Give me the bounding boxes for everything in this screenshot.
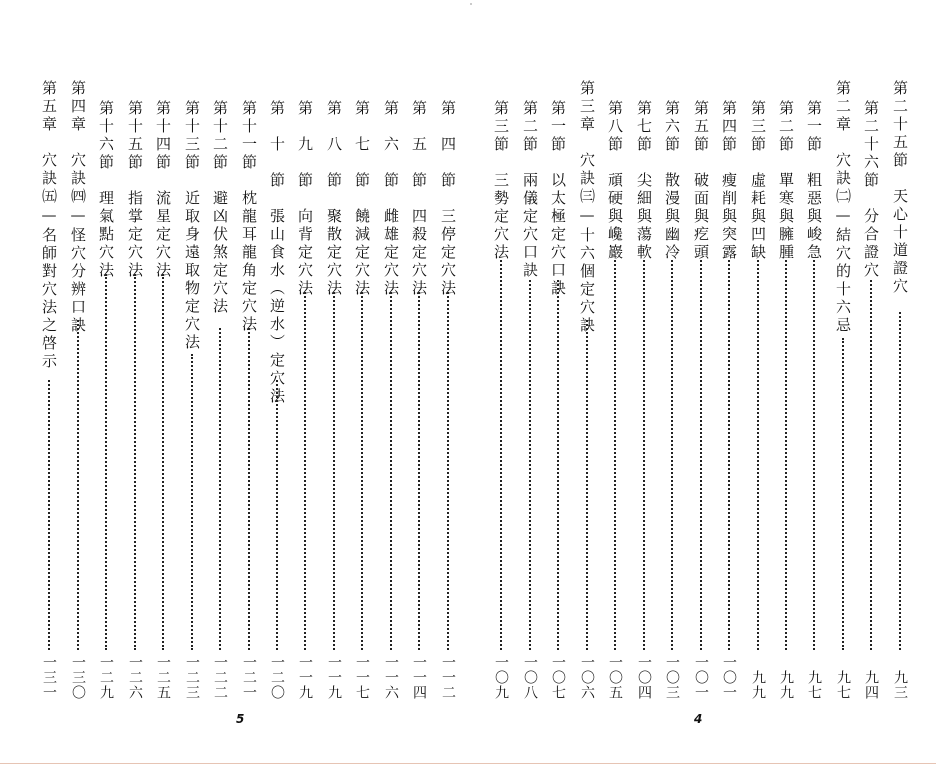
dot-leader bbox=[643, 260, 645, 650]
toc-entry-title: 第一節 以太極定穴口訣 bbox=[549, 100, 567, 298]
toc-entry-title: 第一節 粗惡與峻急 bbox=[805, 100, 823, 262]
toc-entry-title: 第三章 穴訣㈢—十六個定穴訣 bbox=[578, 80, 596, 335]
toc-page-number: 九七 bbox=[806, 670, 822, 700]
toc-entry-title: 第 九 節 向背定穴法 bbox=[296, 100, 314, 298]
toc-page-number: 一三〇 bbox=[70, 655, 86, 700]
toc-entry-title: 第三節 三勢定穴法 bbox=[492, 100, 510, 262]
toc-entry bbox=[437, 80, 459, 700]
dot-leader bbox=[586, 320, 588, 650]
toc-entry bbox=[490, 80, 512, 700]
dot-leader bbox=[785, 260, 787, 650]
dot-leader bbox=[333, 292, 335, 650]
toc-chapter-entry bbox=[576, 80, 598, 700]
dot-leader bbox=[304, 292, 306, 650]
toc-page-number: 一一六 bbox=[383, 655, 399, 700]
dot-leader bbox=[77, 320, 79, 650]
dot-leader bbox=[162, 274, 164, 650]
dot-leader bbox=[48, 380, 50, 650]
toc-entry-title: 第六節 散漫與幽冷 bbox=[663, 100, 681, 262]
dot-leader bbox=[219, 328, 221, 650]
dot-leader bbox=[614, 260, 616, 650]
toc-page-number: 一一九 bbox=[297, 655, 313, 700]
toc-entry-title: 第十六節 理氣點穴法 bbox=[97, 100, 115, 280]
toc-entry bbox=[266, 80, 288, 700]
toc-entry-title: 第二十六節 分合證穴 bbox=[862, 100, 880, 280]
toc-page-number: 一二二 bbox=[212, 655, 228, 700]
toc-page-number: 一三一 bbox=[41, 655, 57, 700]
toc-entry-title: 第二節 兩儀定穴口訣 bbox=[521, 100, 539, 280]
dot-leader bbox=[671, 260, 673, 650]
dot-leader bbox=[105, 274, 107, 650]
toc-entry bbox=[519, 80, 541, 700]
left-page-folio: 5 bbox=[236, 712, 245, 726]
toc-entry-title: 第三節 虛耗與凹缺 bbox=[749, 100, 767, 262]
toc-entry bbox=[633, 80, 655, 700]
toc-page-number: 一二九 bbox=[98, 655, 114, 700]
toc-entry bbox=[323, 80, 345, 700]
toc-entry bbox=[380, 80, 402, 700]
toc-entry-title: 第五章 穴訣㈤—名師對穴法之啓示 bbox=[40, 80, 58, 371]
toc-chapter-entry bbox=[38, 80, 60, 700]
toc-entry-title: 第二節 單寒與臃腫 bbox=[777, 100, 795, 262]
toc-page-number: 一〇七 bbox=[550, 655, 566, 700]
toc-entry bbox=[860, 80, 882, 700]
toc-entry bbox=[181, 80, 203, 700]
dot-leader bbox=[134, 274, 136, 650]
toc-entry bbox=[209, 80, 231, 700]
toc-entry bbox=[803, 80, 825, 700]
toc-entry bbox=[238, 80, 260, 700]
toc-entry bbox=[747, 80, 769, 700]
toc-entry bbox=[690, 80, 712, 700]
toc-page-number: 一一九 bbox=[326, 655, 342, 700]
toc-page-number: 一〇八 bbox=[522, 655, 538, 700]
toc-entry-title: 第十三節 近取身遠取物定穴法 bbox=[183, 100, 201, 352]
toc-entry bbox=[95, 80, 117, 700]
toc-page-number: 九七 bbox=[835, 670, 851, 700]
toc-page-number: 一一四 bbox=[411, 655, 427, 700]
toc-entry-title: 第十一節 枕龍耳龍角定穴法 bbox=[240, 100, 258, 334]
toc-page-number: 一二三 bbox=[184, 655, 200, 700]
page-edge-line bbox=[0, 763, 936, 764]
dot-leader bbox=[870, 280, 872, 650]
toc-chapter-entry bbox=[832, 80, 854, 700]
toc-entry-title: 第二十五節 天心十道證穴 bbox=[891, 80, 909, 296]
toc-entry bbox=[604, 80, 626, 700]
toc-page-number: 一〇九 bbox=[493, 655, 509, 700]
toc-entry-title: 第 五 節 四殺定穴法 bbox=[410, 100, 428, 298]
toc-entry-title: 第 四 節 三停定穴法 bbox=[439, 100, 457, 298]
dot-leader bbox=[757, 260, 759, 650]
toc-page-number: 九九 bbox=[778, 670, 794, 700]
dot-leader bbox=[557, 280, 559, 650]
toc-entry-title: 第四章 穴訣㈣—怪穴分辨口訣 bbox=[69, 80, 87, 335]
dot-leader bbox=[529, 280, 531, 650]
toc-page-number: 一一七 bbox=[354, 655, 370, 700]
toc-entry bbox=[124, 80, 146, 700]
dot-leader bbox=[700, 260, 702, 650]
dot-leader bbox=[728, 260, 730, 650]
dot-leader bbox=[418, 292, 420, 650]
toc-page-number: 一〇一 bbox=[721, 655, 737, 700]
dot-leader bbox=[813, 260, 815, 650]
toc-page-number: 一〇四 bbox=[636, 655, 652, 700]
dot-leader bbox=[276, 380, 278, 650]
toc-page-number: 九四 bbox=[863, 670, 879, 700]
toc-entry bbox=[889, 80, 911, 700]
toc-page-number: 九三 bbox=[892, 670, 908, 700]
toc-page-number: 一〇三 bbox=[664, 655, 680, 700]
toc-page-number: 一二五 bbox=[155, 655, 171, 700]
toc-entry-title: 第十五節 指掌定穴法 bbox=[126, 100, 144, 280]
toc-entry bbox=[775, 80, 797, 700]
toc-entry bbox=[547, 80, 569, 700]
toc-entry-title: 第 十 節 張山食水（逆水）定穴法 bbox=[268, 100, 286, 406]
toc-entry bbox=[661, 80, 683, 700]
toc-entry-title: 第八節 頑硬與巉巖 bbox=[606, 100, 624, 262]
dot-leader bbox=[500, 260, 502, 650]
toc-entry-title: 第二章 穴訣㈡—結穴的十六忌 bbox=[834, 80, 852, 335]
toc-entry-title: 第五節 破面與疙頭 bbox=[692, 100, 710, 262]
toc-entry bbox=[152, 80, 174, 700]
dot-leader bbox=[191, 354, 193, 650]
toc-page-number: 一二一 bbox=[241, 655, 257, 700]
toc-chapter-entry bbox=[67, 80, 89, 700]
toc-page-number: 一二〇 bbox=[269, 655, 285, 700]
toc-entry bbox=[294, 80, 316, 700]
dot-leader bbox=[390, 292, 392, 650]
toc-entry-title: 第 六 節 雌雄定穴法 bbox=[382, 100, 400, 298]
scan-speck bbox=[470, 3, 472, 5]
toc-entry-title: 第 七 節 饒減定穴法 bbox=[353, 100, 371, 298]
toc-entry-title: 第十四節 流星定穴法 bbox=[154, 100, 172, 280]
dot-leader bbox=[842, 338, 844, 650]
dot-leader bbox=[899, 312, 901, 650]
toc-entry bbox=[408, 80, 430, 700]
toc-page-number: 一〇一 bbox=[693, 655, 709, 700]
toc-page-number: 一二六 bbox=[127, 655, 143, 700]
toc-entry-title: 第 八 節 聚散定穴法 bbox=[325, 100, 343, 298]
dot-leader bbox=[248, 328, 250, 650]
dot-leader bbox=[361, 292, 363, 650]
toc-page-number: 九九 bbox=[750, 670, 766, 700]
toc-page-number: 一〇六 bbox=[579, 655, 595, 700]
toc-entry-title: 第十二節 避凶伏煞定穴法 bbox=[211, 100, 229, 316]
dot-leader bbox=[447, 292, 449, 650]
toc-entry bbox=[351, 80, 373, 700]
toc-page-number: 一〇五 bbox=[607, 655, 623, 700]
toc-entry-title: 第四節 瘦削與突露 bbox=[720, 100, 738, 262]
right-page-folio: 4 bbox=[694, 712, 703, 726]
toc-entry-title: 第七節 尖細與蕩軟 bbox=[635, 100, 653, 262]
toc-page-number: 一一二 bbox=[440, 655, 456, 700]
toc-entry bbox=[718, 80, 740, 700]
